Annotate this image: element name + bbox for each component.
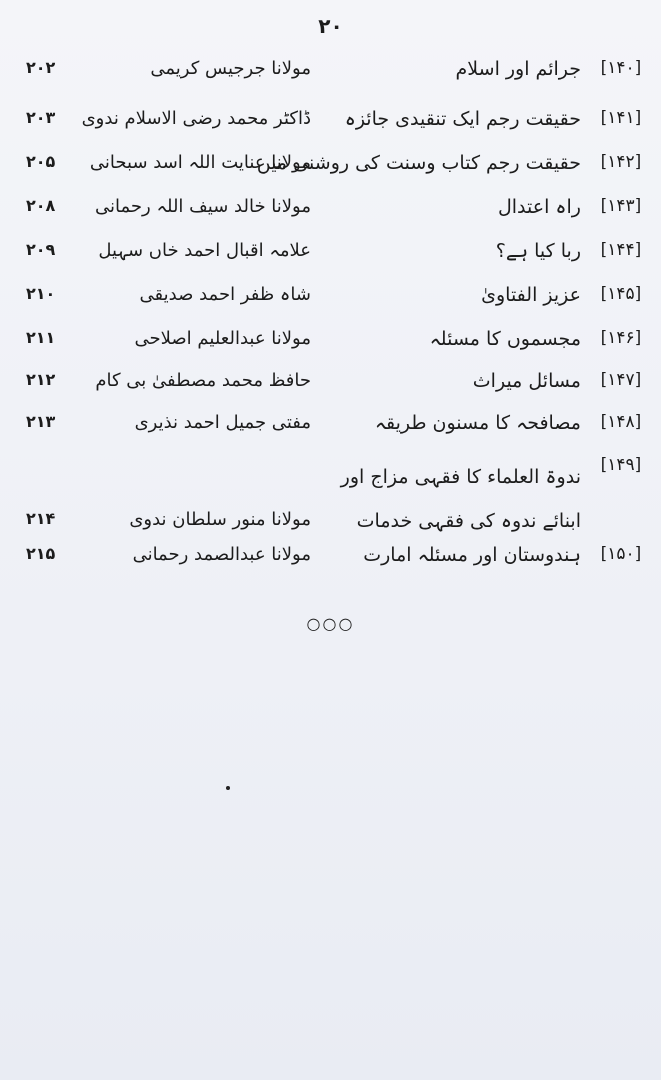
entry-number: [۱۴۸] (600, 412, 642, 432)
entry-page: ۲۱۲ (26, 370, 56, 389)
entry-author: مفتی جمیل احمد نذیری (134, 412, 311, 433)
toc-entry (0, 370, 661, 410)
entry-author: ڈاکٹر محمد رضی الاسلام ندوی (81, 108, 311, 129)
entry-title: حقیقت رجم ایک تنقیدی جائزہ (344, 108, 581, 130)
entry-title: مسائل میراث (472, 370, 581, 392)
entry-title: عزیز الفتاویٰ (481, 284, 581, 306)
entry-number: [۱۵۰] (600, 544, 642, 564)
entry-page: ۲۱۱ (26, 328, 56, 347)
page-number: ۲۰ (318, 14, 343, 38)
entry-author: علامہ اقبال احمد خاں سہیل (98, 240, 311, 261)
entry-page: ۲۰۵ (26, 152, 56, 171)
entry-number: [۱۴۳] (600, 196, 642, 216)
entry-title: جرائم اور اسلام (455, 58, 581, 80)
entry-page: ۲۱۴ (26, 509, 56, 528)
entry-author: مولانا خالد سیف اللہ رحمانی (95, 196, 311, 217)
entry-title: مجسموں کا مسئلہ (429, 328, 581, 350)
entry-author: مولانا جرجیس کریمی (150, 58, 311, 79)
entry-page: ۲۰۳ (26, 108, 56, 127)
entry-page: ۲۰۹ (26, 240, 56, 259)
entry-page: ۲۱۰ (26, 284, 56, 303)
entry-number: [۱۴۰] (600, 58, 642, 78)
entry-author: مولانا منور سلطان ندوی (129, 509, 311, 530)
toc-entry (0, 196, 661, 236)
toc-entry (0, 284, 661, 324)
entry-number: [۱۴۷] (600, 370, 642, 390)
entry-number: [۱۴۹] (600, 455, 642, 475)
toc-entry (0, 58, 661, 98)
entry-number: [۱۴۲] (600, 152, 642, 172)
entry-title: ربا کیا ہے؟ (495, 240, 581, 262)
entry-number: [۱۴۴] (600, 240, 642, 260)
entry-author: مولانا عنایت اللہ اسد سبحانی (89, 152, 311, 173)
entry-title: ندوۃ العلماء کا فقہی مزاج اور ابنائے ندوہ کی فقہی خدمات (340, 466, 581, 532)
entry-author: شاہ ظفر احمد صدیقی (139, 284, 311, 305)
toc-entry (0, 544, 661, 584)
toc-entry (0, 412, 661, 452)
toc-entry (0, 328, 661, 368)
entry-title: راہ اعتدال (497, 196, 581, 218)
toc-entry (0, 108, 661, 148)
entry-page: ۲۱۳ (26, 412, 56, 431)
entry-author: مولانا عبدالصمد رحمانی (132, 544, 311, 565)
toc-entry (0, 455, 661, 545)
end-of-section-marks: ○○○ (306, 614, 355, 633)
entry-number: [۱۴۵] (600, 284, 642, 304)
entry-author: مولانا عبدالعلیم اصلاحی (134, 328, 311, 349)
entry-title: حقیقت رجم کتاب وسنت کی روشنی میں (256, 152, 581, 174)
entry-number: [۱۴۶] (600, 328, 642, 348)
entry-page: ۲۰۲ (26, 58, 56, 77)
entry-author: حافظ محمد مصطفیٰ بی کام (95, 370, 311, 391)
toc-entry (0, 152, 661, 192)
toc-entry (0, 240, 661, 280)
ink-dot (226, 786, 230, 790)
entry-page: ۲۱۵ (26, 544, 56, 563)
entry-title: مصافحہ کا مسنون طریقہ (374, 412, 581, 434)
entry-number: [۱۴۱] (600, 108, 642, 128)
entry-page: ۲۰۸ (26, 196, 56, 215)
entry-title: ہندوستان اور مسئلہ امارت (363, 544, 581, 566)
